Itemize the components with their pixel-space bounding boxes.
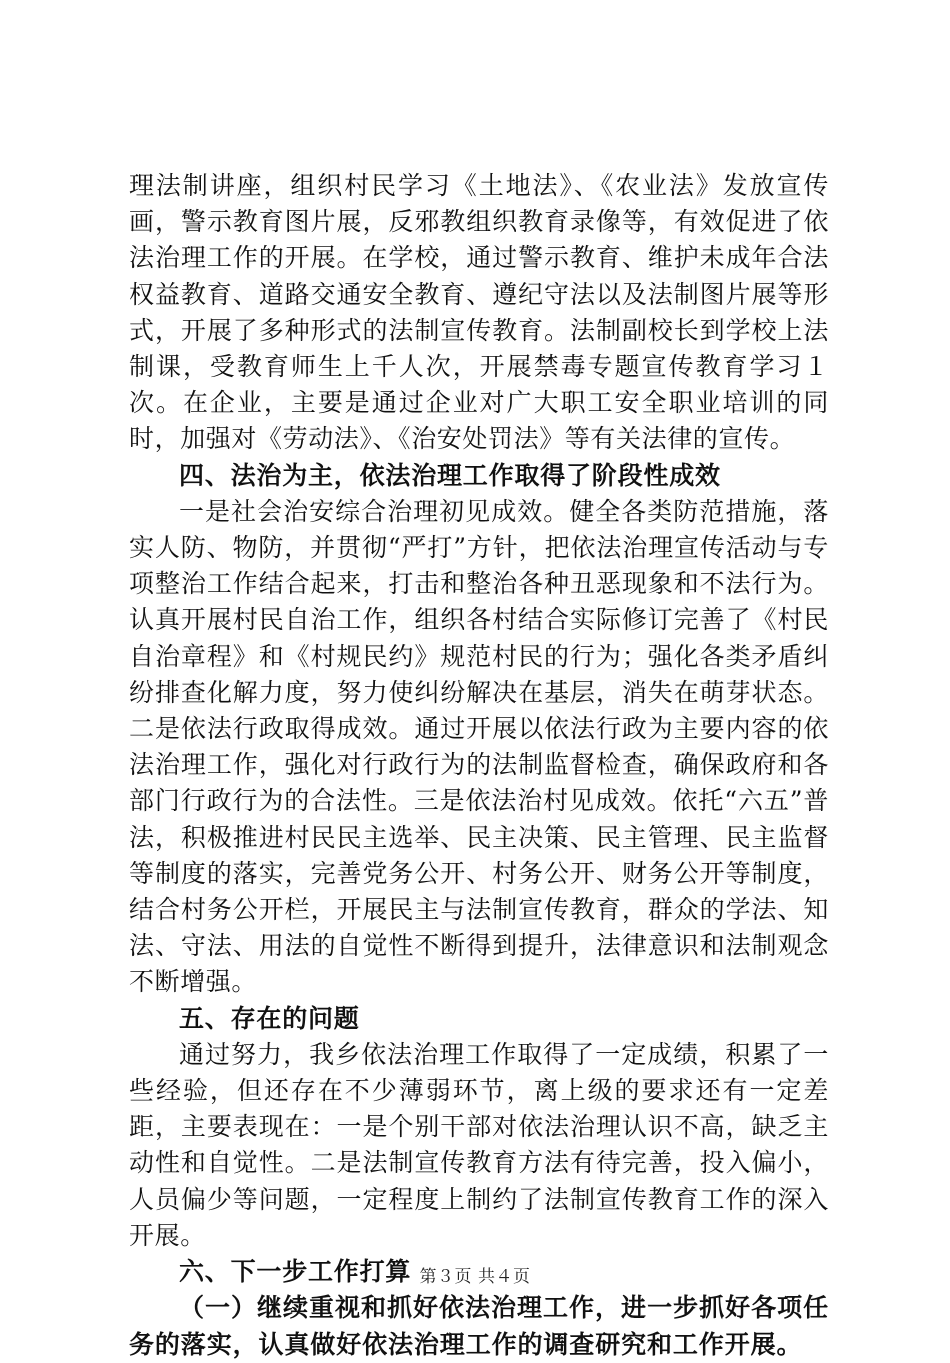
page-footer: 第３页 共４页 <box>419 1267 531 1287</box>
body-paragraph-3: 通过努力，我乡依法治理工作取得了一定成绩，积累了一些经验，但还存在不少薄弱环节，离上级的要求还有一定差距，主要表现在：一是个别干部对依法治理认识不高，缺乏主动性和自觉性。二是法制宣传教育方法有待完善，投入偏小，人员偏少等问题，一定程度上制约了法制宣传教育工作的深入开展。 <box>129 1039 829 1250</box>
body-paragraph-1: 理法制讲座，组织村民学习《土地法》、《农业法》发放宣传画，警示教育图片展，反邪教组织教育录像等，有效促进了依法治理工作的开展。在学校，通过警示教育、维护未成年合法权益教育、道路交通安全教育、遵纪守法以及法制图片展等形式，开展了多种形式的法制宣传教育。法制副校长到学校上法制课，受教育师生上千人次，开展禁毒专题宣传教育学习１次。在企业，主要是通过企业对广大职工安全职业培训的同时，加强对《劳动法》、《治安处罚法》等有关法律的宣传。 <box>129 171 829 454</box>
document-body <box>129 168 829 1363</box>
bold-paragraph-plan-1: （一）继续重视和抓好依法治理工作，进一步抓好各项任务的落实，认真做好依法治理工作的调查研究和工作开展。 <box>129 1293 829 1359</box>
section-heading-6: 六、下一步工作打算 <box>179 1257 412 1287</box>
body-paragraph-2: 一是社会治安综合治理初见成效。健全各类防范措施，落实人防、物防，并贯彻“严打”方针，把依法治理宣传活动与专项整治工作结合起来，打击和整治各种丑恶现象和不法行为。认真开展村民自治工作，组织各村结合实际修订完善了《村民自治章程》和《村规民约》规范村民的行为；强化各类矛盾纠纷排查化解力度，努力使纠纷解决在基层，消失在萌芽状态。二是依法行政取得成效。通过开展以依法行政为主要内容的依法治理工作，强化对行政行为的法制监督检查，确保政府和各部门行政行为的合法性。三是依法治村见成效。依托“六五”普法，积极推进村民民主选举、民主决策、民主管理、民主监督等制度的落实，完善党务公开、村务公开、财务公开等制度，结合村务公开栏，开展民主与法制宣传教育，群众的学法、知法、守法、用法的自觉性不断得到提升，法律意识和法制观念不断增强。 <box>129 496 829 997</box>
section-heading-4: 四、法治为主，依法治理工作取得了阶段性成效 <box>179 460 721 490</box>
section-heading-5: 五、存在的问题 <box>179 1003 360 1033</box>
